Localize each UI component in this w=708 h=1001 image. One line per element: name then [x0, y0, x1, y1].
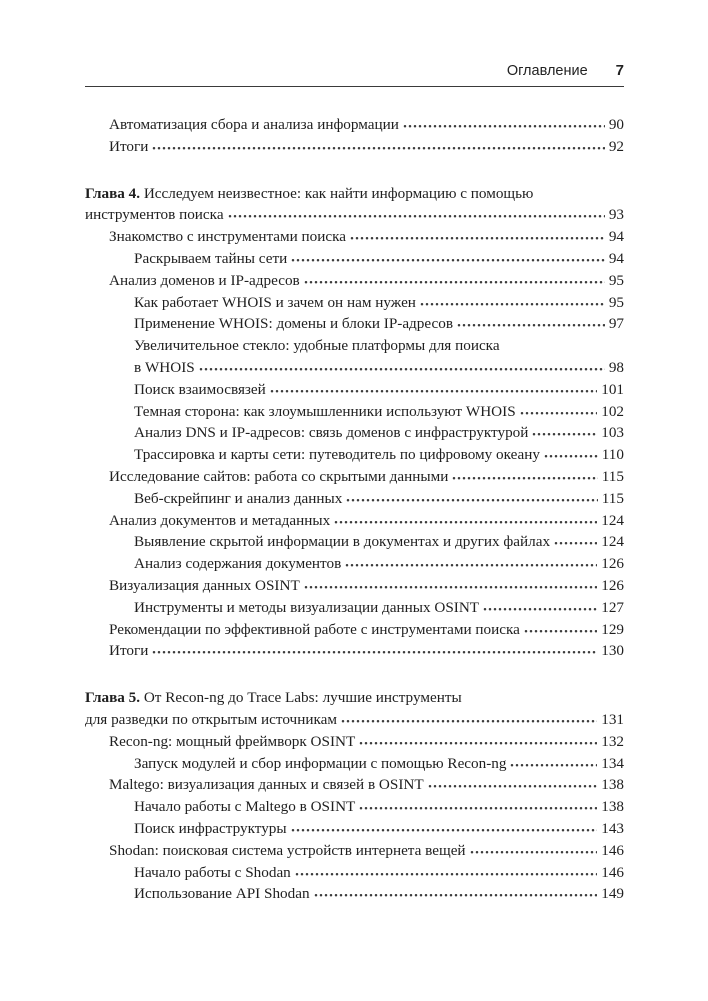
leader-dots [228, 213, 605, 219]
toc-entry-line [109, 640, 624, 662]
leader-dots [295, 871, 597, 877]
toc-entry-page-number: 138 [601, 798, 624, 816]
leader-dots [470, 849, 598, 855]
toc-entry-title: Выявление скрытой информации в документах и других файлах [134, 533, 551, 551]
leader-dots [345, 562, 597, 568]
toc-chapter-entry [85, 687, 624, 731]
toc-entry [85, 379, 624, 401]
toc-entry-page-number: 126 [601, 576, 624, 594]
toc-entry [85, 553, 624, 575]
toc-entry [85, 313, 624, 335]
toc-entry [85, 774, 624, 796]
toc-entry-page-number: 129 [601, 620, 624, 638]
toc-entry [85, 575, 624, 597]
toc-entry-title: Recon-ng: мощный фреймворк OSINT [109, 732, 356, 750]
toc-entry [85, 292, 624, 314]
toc-entry-line [109, 466, 624, 488]
toc-entry-title: Инструменты и методы визуализации данных OSINT [134, 598, 480, 616]
leader-dots [554, 540, 597, 546]
toc-entry-title: Поиск инфраструктуры [134, 819, 287, 837]
toc-list [85, 114, 624, 905]
toc-entry-title: Maltego: визуализация данных и связей в OSINT [109, 776, 424, 794]
toc-entry-page-number: 115 [601, 489, 624, 507]
toc-entry-title: инструментов поиска [85, 206, 224, 224]
toc-entry-title: Анализ документов и метаданных [109, 511, 331, 529]
toc-entry-page-number: 95 [608, 271, 624, 289]
leader-dots [420, 301, 605, 307]
leader-dots [544, 453, 598, 459]
toc-entry-title: Анализ DNS и IP-адресов: связь доменов с инфраструктурой [134, 424, 529, 442]
toc-entry-title: Итоги [109, 642, 149, 660]
toc-entry [85, 640, 624, 662]
toc-entry-line [109, 226, 624, 248]
toc-entry [85, 796, 624, 818]
toc-entry-line [134, 444, 624, 466]
toc-entry-title: Темная сторона: как злоумышленники используют WHOIS [134, 402, 516, 420]
toc-entry-page-number: 143 [601, 819, 624, 837]
toc-entry-line [134, 862, 624, 884]
toc-entry-title: Итоги [109, 137, 149, 155]
toc-entry [85, 818, 624, 840]
leader-dots [359, 805, 597, 811]
toc-entry-title: Как работает WHOIS и зачем он нам нужен [134, 293, 416, 311]
leader-dots [304, 279, 605, 285]
toc-entry [85, 270, 624, 292]
toc-entry-title: Автоматизация сбора и анализа информации [109, 116, 399, 133]
toc-entry-title: Раскрываем тайны сети [134, 249, 288, 267]
toc-entry-page-number: 124 [601, 511, 624, 529]
toc-entry [85, 136, 624, 158]
toc-entry-title: Глава 4. Исследуем неизвестное: как найти информацию с помощью [85, 184, 534, 202]
toc-entry-title: Рекомендации по эффективной работе с инструментами поиска [109, 620, 520, 638]
toc-entry-title: Знакомство с инструментами поиска [109, 228, 347, 246]
toc-entry-title: Начало работы с Shodan [134, 863, 291, 881]
toc-entry-page-number: 102 [601, 402, 624, 420]
leader-dots [270, 388, 597, 394]
toc-entry-title: Применение WHOIS: домены и блоки IP-адресов [134, 315, 454, 333]
toc-entry-title: Веб-скрейпинг и анализ данных [134, 489, 343, 507]
toc-entry-line [109, 774, 624, 796]
toc-entry-line [85, 709, 624, 731]
toc-entry [85, 510, 624, 532]
toc-entry-page-number: 97 [608, 315, 624, 333]
toc-entry-page-number: 130 [601, 642, 624, 660]
toc-entry-title: Использование API Shodan [134, 885, 310, 903]
leader-dots [428, 783, 598, 789]
toc-entry-page-number: 101 [601, 380, 624, 398]
toc-entry-line [109, 840, 624, 862]
leader-dots [314, 892, 598, 898]
toc-entry [85, 883, 624, 905]
toc-entry-title: Shodan: поисковая система устройств интернета вещей [109, 841, 466, 859]
toc-entry-page-number: 126 [601, 555, 624, 573]
leader-dots [291, 257, 605, 263]
toc-entry [85, 531, 624, 553]
toc-entry-page-number: 124 [601, 533, 624, 551]
toc-entry-line [134, 883, 624, 905]
toc-entry [85, 226, 624, 248]
toc-entry [85, 619, 624, 641]
toc-entry-page-number: 134 [601, 754, 624, 772]
toc-entry-line [134, 553, 624, 575]
leader-dots [291, 827, 598, 833]
toc-entry [85, 753, 624, 775]
toc-entry-title: Глава 5. От Recon-ng до Trace Labs: лучшие инструменты [85, 689, 462, 707]
toc-entry-line [85, 687, 624, 709]
toc-entry-page-number: 94 [608, 249, 624, 267]
toc-entry [85, 466, 624, 488]
toc-entry-line [134, 335, 624, 357]
toc-entry-line [85, 204, 624, 226]
toc-entry-line [134, 248, 624, 270]
toc-entry-page-number: 138 [601, 776, 624, 794]
toc-entry-line [109, 136, 624, 158]
toc-entry-title: в WHOIS [134, 358, 195, 376]
toc-entry-page-number: 94 [608, 228, 624, 246]
leader-dots [346, 497, 597, 503]
toc-entry [85, 248, 624, 270]
toc-entry-title: Анализ доменов и IP-адресов [109, 271, 300, 289]
toc-entry-title: Увеличительное стекло: удобные платформы для поиска [134, 337, 500, 355]
toc-entry-line [134, 379, 624, 401]
toc-entry-line [134, 292, 624, 314]
toc-entry-line [134, 531, 624, 553]
toc-entry [85, 488, 624, 510]
leader-dots [334, 519, 597, 525]
toc-entry-line [134, 796, 624, 818]
toc-entry-page-number: 95 [608, 293, 624, 311]
toc-entry-title: для разведки по открытым источникам [85, 710, 337, 728]
toc-entry-line [134, 357, 624, 379]
leader-dots [403, 123, 605, 129]
leader-dots [524, 628, 597, 634]
toc-entry-page-number: 131 [601, 710, 624, 728]
toc-entry [85, 731, 624, 753]
running-head [85, 62, 624, 87]
toc-entry-title: Начало работы с Maltego в OSINT [134, 798, 356, 816]
chapter-label: Глава 5. [85, 689, 144, 707]
leader-dots [483, 606, 597, 612]
leader-dots [359, 740, 597, 746]
toc-entry-title: Поиск взаимосвязей [134, 380, 266, 398]
leader-dots [304, 584, 597, 590]
leader-dots [452, 475, 597, 481]
leader-dots [532, 431, 597, 437]
toc-entry-page-number: 146 [601, 841, 624, 859]
toc-entry-line [134, 753, 624, 775]
toc-entry-page-number: 103 [601, 424, 624, 442]
toc-chapter-entry [85, 183, 624, 227]
toc-entry [85, 862, 624, 884]
toc-entry-line [134, 313, 624, 335]
toc-entry-page-number: 127 [601, 598, 624, 616]
leader-dots [341, 718, 597, 724]
toc-entry-page-number: 110 [601, 446, 624, 464]
leader-dots [520, 410, 598, 416]
toc-entry-title: Трассировка и карты сети: путеводитель по цифровому океану [134, 446, 540, 464]
toc-entry-line [109, 510, 624, 532]
toc-entry-line [109, 114, 624, 136]
toc-entry-title: Визуализация данных OSINT [109, 576, 300, 594]
toc-entry-line [109, 575, 624, 597]
running-head-title: Оглавление [506, 63, 588, 79]
toc-entry-title: Анализ содержания документов [134, 555, 342, 573]
leader-dots [457, 322, 605, 328]
toc-entry-line [134, 422, 624, 444]
toc-entry-title: Исследование сайтов: работа со скрытыми данными [109, 467, 449, 485]
leader-dots [152, 145, 604, 151]
toc-entry-line [134, 818, 624, 840]
toc-entry-title: Запуск модулей и сбор информации с помощью Recon-ng [134, 754, 507, 772]
toc-entry [85, 597, 624, 619]
toc-entry-page-number: 149 [601, 885, 624, 903]
toc-entry [85, 840, 624, 862]
toc-entry-line [85, 183, 624, 205]
toc-entry-line [134, 488, 624, 510]
chapter-label: Глава 4. [85, 184, 144, 202]
toc-entry [85, 444, 624, 466]
toc-entry-page-number: 98 [608, 358, 624, 376]
toc-entry-line [134, 401, 624, 423]
toc-entry [85, 401, 624, 423]
toc-entry-page-number: 90 [608, 116, 624, 133]
toc-entry-page-number: 93 [608, 206, 624, 224]
toc-entry-line [109, 270, 624, 292]
toc-entry-page-number: 132 [601, 732, 624, 750]
running-head-page-number: 7 [615, 62, 624, 79]
leader-dots [350, 235, 605, 241]
toc-entry [85, 422, 624, 444]
toc-entry [85, 335, 624, 379]
toc-entry-page-number: 115 [601, 467, 624, 485]
toc-entry-line [109, 619, 624, 641]
toc-entry-line [109, 731, 624, 753]
toc-entry-page-number: 92 [608, 137, 624, 155]
toc-entry [85, 114, 624, 136]
leader-dots [152, 649, 597, 655]
toc-entry-page-number: 146 [601, 863, 624, 881]
leader-dots [199, 366, 605, 372]
toc-entry-line [134, 597, 624, 619]
leader-dots [510, 762, 597, 768]
